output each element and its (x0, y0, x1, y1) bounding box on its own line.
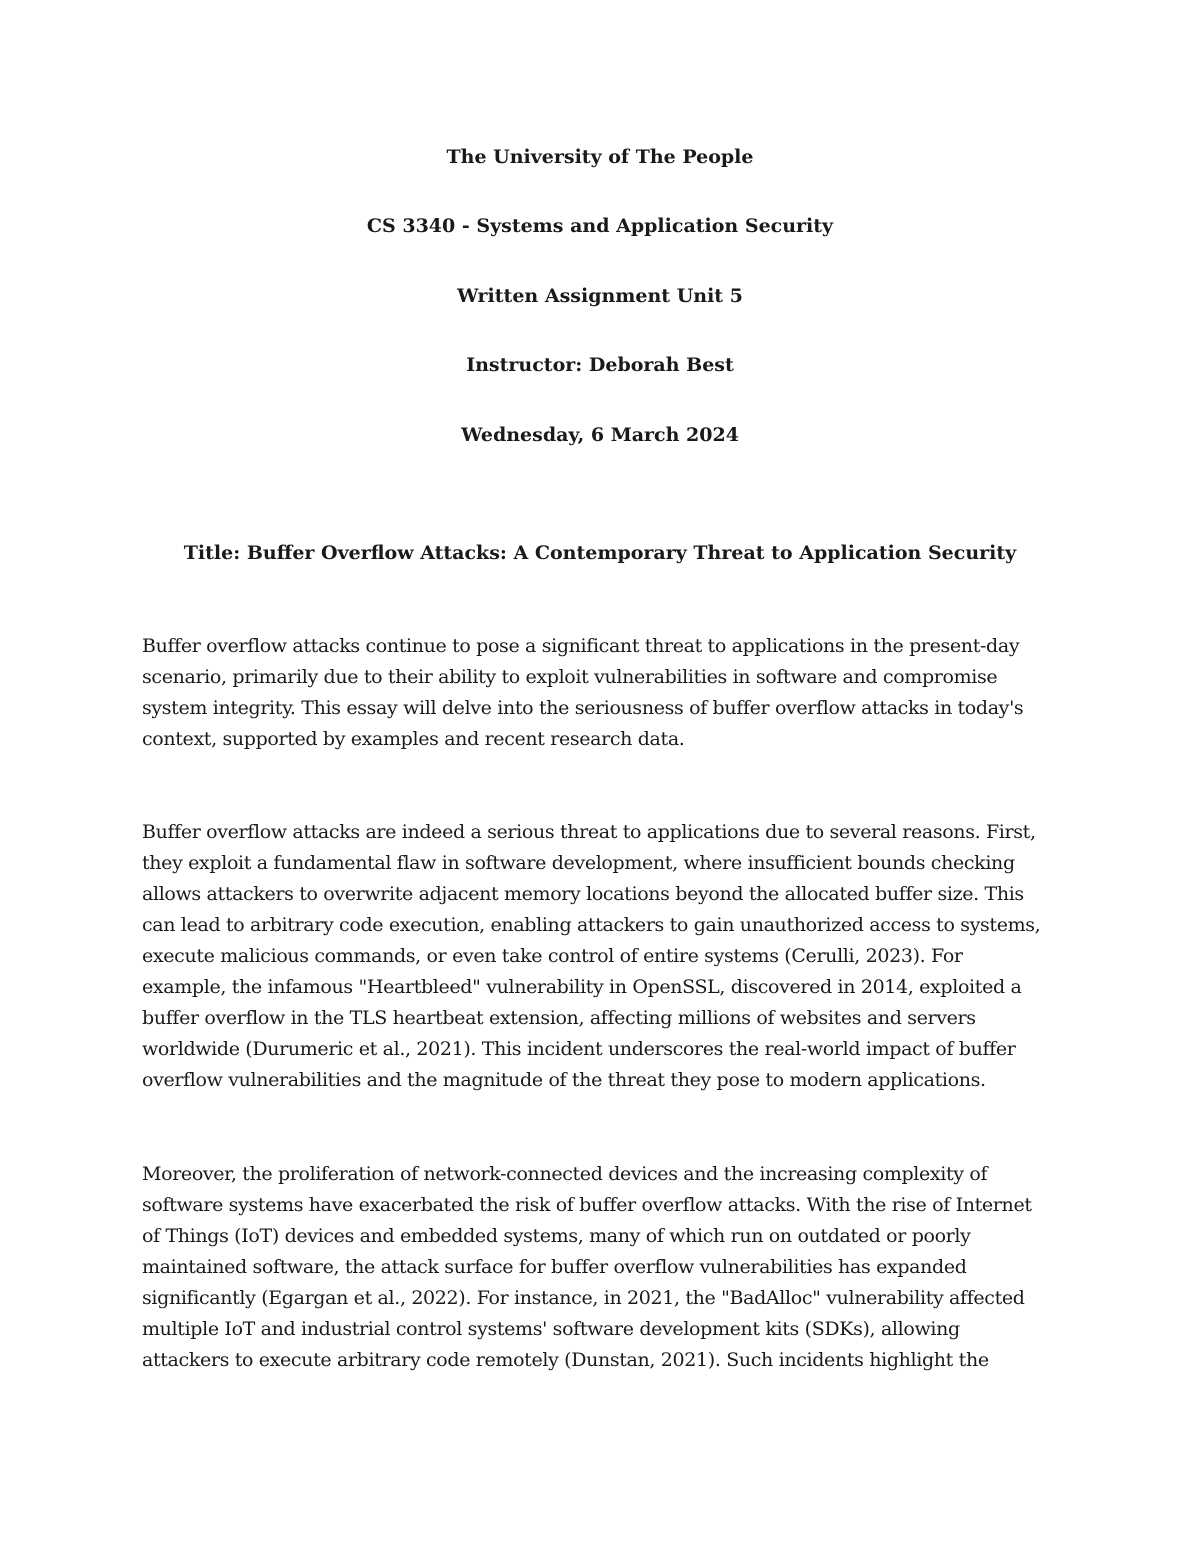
paragraph-line: they exploit a fundamental flaw in software development, where insufficient bounds checking (142, 852, 1015, 874)
paragraph-line: overflow vulnerabilities and the magnitude of the threat they pose to modern applications. (142, 1069, 986, 1091)
paragraph-iot (142, 1159, 1057, 1376)
paragraph-line: execute malicious commands, or even take control of entire systems (Cerulli, 2023). For (142, 945, 963, 967)
paragraph-line: can lead to arbitrary code execution, enabling attackers to gain unauthorized access to systems, (142, 914, 1041, 936)
paragraph-intro (142, 631, 1057, 755)
paragraph-line: Moreover, the proliferation of network-connected devices and the increasing complexity of (142, 1163, 988, 1185)
submission-date: Wednesday, 6 March 2024 (461, 424, 739, 446)
essay-title: Title: Buffer Overflow Attacks: A Contemporary Threat to Application Security (183, 542, 1017, 564)
assignment-name: Written Assignment Unit 5 (457, 285, 743, 307)
instructor-name: Instructor: Deborah Best (466, 354, 734, 376)
paragraph-line: buffer overflow in the TLS heartbeat extension, affecting millions of websites and servers (142, 1007, 976, 1029)
paragraph-line: system integrity. This essay will delve into the seriousness of buffer overflow attacks in today's (142, 697, 1024, 719)
paragraph-threat (142, 817, 1057, 1096)
paragraph-line: significantly (Egargan et al., 2022). For instance, in 2021, the "BadAlloc" vulnerability affected (142, 1287, 1025, 1309)
paragraph-line: scenario, primarily due to their ability to exploit vulnerabilities in software and compromise (142, 666, 998, 688)
paragraph-line: software systems have exacerbated the risk of buffer overflow attacks. With the rise of Internet (142, 1194, 1032, 1216)
paragraph-line: Buffer overflow attacks continue to pose a significant threat to applications in the present-day (142, 635, 1020, 657)
paragraph-line: worldwide (Durumeric et al., 2021). This incident underscores the real-world impact of buffer (142, 1038, 1016, 1060)
university-name: The University of The People (446, 146, 754, 168)
paragraph-line: allows attackers to overwrite adjacent memory locations beyond the allocated buffer size. This (142, 883, 1024, 905)
paragraph-line: maintained software, the attack surface for buffer overflow vulnerabilities has expanded (142, 1256, 967, 1278)
course-title: CS 3340 - Systems and Application Security (366, 215, 834, 237)
paragraph-line: context, supported by examples and recent research data. (142, 728, 685, 750)
paragraph-line: of Things (IoT) devices and embedded systems, many of which run on outdated or poorly (142, 1225, 971, 1247)
paragraph-line: multiple IoT and industrial control systems' software development kits (SDKs), allowing (142, 1318, 960, 1340)
paragraph-line: attackers to execute arbitrary code remotely (Dunstan, 2021). Such incidents highlight the (142, 1349, 989, 1371)
paragraph-line: Buffer overflow attacks are indeed a serious threat to applications due to several reasons. First, (142, 821, 1036, 843)
paragraph-line: example, the infamous "Heartbleed" vulnerability in OpenSSL, discovered in 2014, exploited a (142, 976, 1022, 998)
